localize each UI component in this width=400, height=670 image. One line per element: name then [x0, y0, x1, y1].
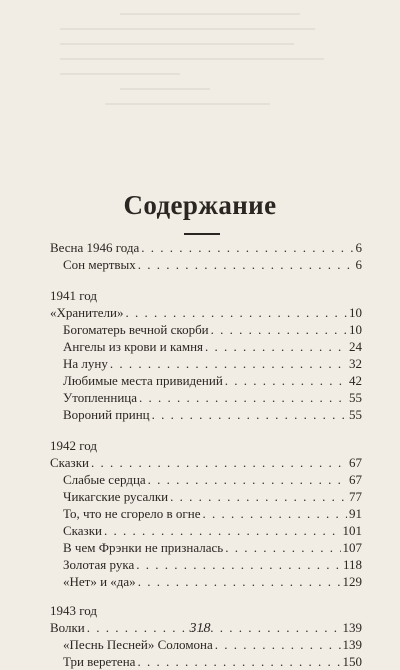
leader-dots — [225, 372, 347, 389]
toc-entry-title: «Нет» и «да» — [63, 574, 136, 589]
toc-entry-part[interactable] — [50, 239, 362, 256]
toc-entry-page: 77 — [349, 489, 362, 504]
toc-entry-page: 129 — [342, 574, 362, 589]
leader-dots — [152, 406, 347, 423]
toc-entry-page: 10 — [349, 322, 362, 337]
show-through-text — [60, 0, 360, 150]
toc-entry-chapter[interactable] — [50, 539, 362, 556]
toc-entry-page: 6 — [355, 240, 362, 255]
toc-entry-chapter[interactable] — [50, 471, 362, 488]
leader-dots — [125, 304, 347, 321]
leader-dots — [138, 256, 354, 273]
year-heading-1943: 1943 год — [50, 603, 97, 618]
toc-entry-title: Богоматерь вечной скорби — [63, 322, 209, 337]
toc-entry-title: Любимые места привидений — [63, 373, 223, 388]
toc-entry-chapter[interactable] — [50, 389, 362, 406]
leader-dots — [205, 338, 347, 355]
toc-entry-title: Три веретена — [63, 654, 136, 669]
toc-entry-page: 6 — [355, 257, 362, 272]
leader-dots — [104, 522, 341, 539]
toc-entry-chapter[interactable] — [50, 653, 362, 670]
toc-entry-chapter[interactable] — [50, 636, 362, 653]
toc-entry-title: Сон мертвых — [63, 257, 136, 272]
toc-entry-page: 55 — [349, 390, 362, 405]
leader-dots — [215, 636, 341, 653]
toc-entry-page: 107 — [342, 540, 362, 555]
toc-entry-title: Волки — [50, 620, 85, 635]
toc-entry-chapter[interactable] — [50, 321, 362, 338]
toc-entry-title: Весна 1946 года — [50, 240, 140, 255]
toc-entry-page: 101 — [342, 523, 362, 538]
toc-entry-title: Утопленница — [63, 390, 138, 405]
toc-entry-page: 67 — [349, 472, 362, 487]
toc-entry-chapter[interactable] — [50, 406, 362, 423]
table-of-contents — [50, 239, 362, 670]
year-heading-1942: 1942 год — [50, 438, 97, 453]
toc-entry-title: В чем Фрэнки не призналась — [63, 540, 224, 555]
toc-entry-page: 32 — [349, 356, 362, 371]
year-heading-1941: 1941 год — [50, 288, 97, 303]
toc-entry-chapter[interactable] — [50, 505, 362, 522]
leader-dots — [91, 454, 347, 471]
toc-entry-title: «Хранители» — [50, 305, 124, 320]
toc-entry-title: Сказки — [63, 523, 102, 538]
page-title: Содержание — [123, 190, 277, 220]
leader-dots — [137, 653, 340, 670]
toc-entry-page: 10 — [349, 305, 362, 320]
toc-entry-page: 42 — [349, 373, 362, 388]
toc-entry-chapter[interactable] — [50, 522, 362, 539]
toc-entry-page: 118 — [342, 557, 362, 572]
leader-dots — [225, 539, 340, 556]
leader-dots — [202, 505, 347, 522]
toc-entry-title: Ангелы из крови и камня — [63, 339, 204, 354]
toc-entry-page: 139 — [342, 620, 362, 635]
title-underline — [184, 233, 220, 235]
toc-entry-chapter[interactable] — [50, 372, 362, 389]
toc-entry-title: Золотая рука — [63, 557, 135, 572]
leader-dots — [170, 488, 347, 505]
toc-entry-page: 24 — [349, 339, 362, 354]
toc-entry-chapter[interactable] — [50, 488, 362, 505]
toc-entry-title: Сказки — [50, 455, 89, 470]
toc-entry-chapter[interactable] — [50, 355, 362, 372]
toc-entry-page: 55 — [349, 407, 362, 422]
toc-entry-chapter[interactable] — [50, 256, 362, 273]
toc-entry-title: На луну — [63, 356, 108, 371]
leader-dots — [110, 355, 347, 372]
toc-entry-title: Чикагские русалки — [63, 489, 169, 504]
page-number: 318 — [189, 621, 211, 636]
toc-entry-chapter[interactable] — [50, 556, 362, 573]
toc-entry-page: 67 — [349, 455, 362, 470]
leader-dots — [148, 471, 347, 488]
leader-dots — [139, 389, 347, 406]
leader-dots — [211, 321, 347, 338]
toc-entry-chapter[interactable] — [50, 338, 362, 355]
toc-entry-part[interactable] — [50, 304, 362, 321]
toc-entry-title: «Песнь Песней» Соломона — [63, 637, 213, 652]
toc-entry-page: 150 — [342, 654, 362, 669]
toc-entry-title: Вороний принц — [63, 407, 150, 422]
leader-dots — [136, 556, 341, 573]
toc-entry-page: 91 — [349, 506, 362, 521]
leader-dots — [141, 239, 353, 256]
toc-entry-part[interactable] — [50, 454, 362, 471]
toc-entry-title: Слабые сердца — [63, 472, 146, 487]
toc-entry-page: 139 — [342, 637, 362, 652]
toc-entry-chapter[interactable] — [50, 573, 362, 590]
toc-entry-title: То, что не сгорело в огне — [63, 506, 201, 521]
leader-dots — [138, 573, 341, 590]
